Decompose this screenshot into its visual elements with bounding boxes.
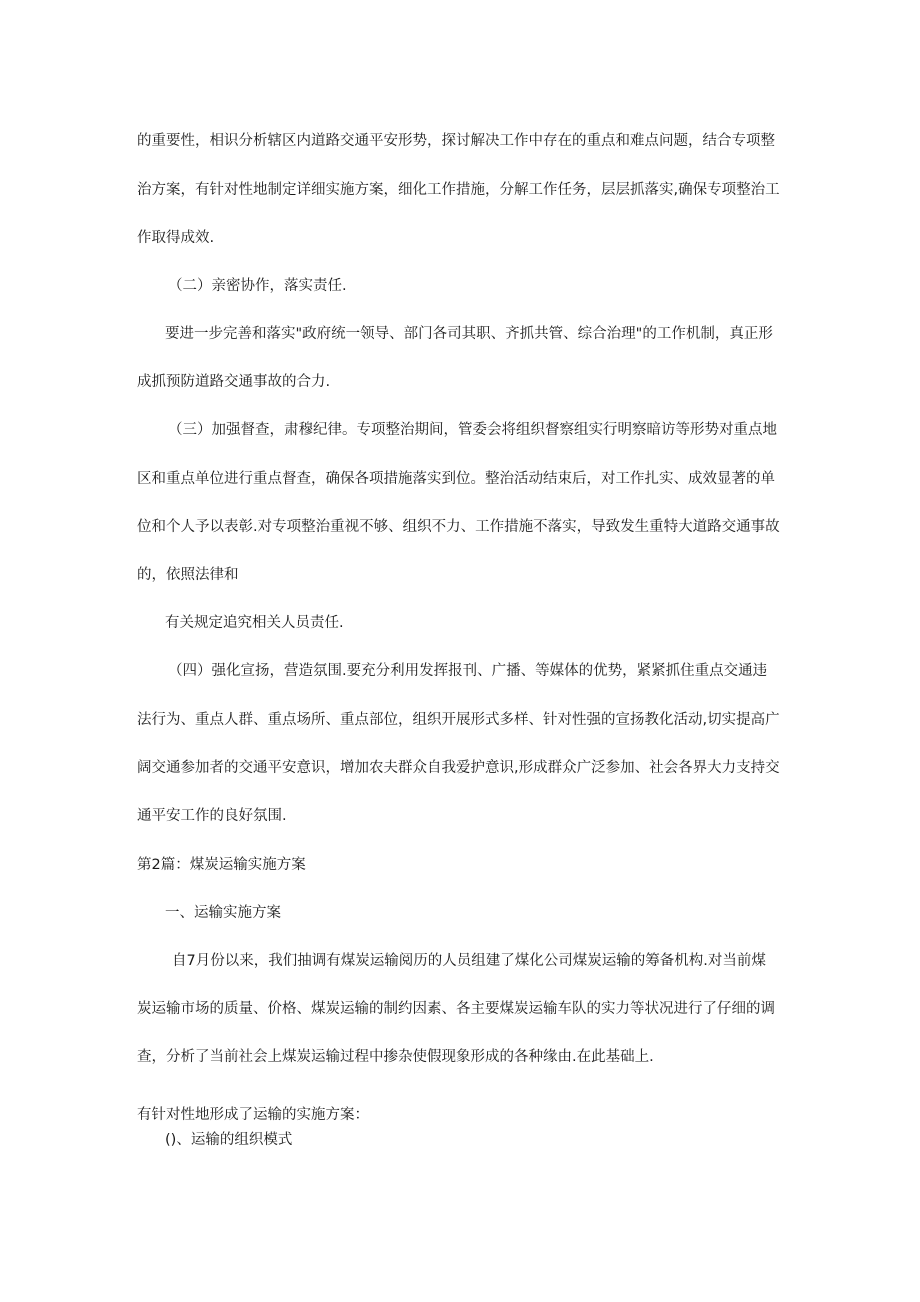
paragraph-line-13: 法行为、重点人群、重点场所、重点部位，组织开展形式多样、针对性强的宣扬教化活动,切实提高广 — [137, 712, 780, 728]
paragraph-line-5: 要进一步完善和落实"政府统一领导、部门各司其职、齐抓共管、综合治理"的工作机制，真正形 — [165, 326, 773, 342]
paragraph-line-19: 炭运输市场的质量、价格、煤炭运输的制约因素、各主要煤炭运输车队的实力等状况进行了仔细的调 — [137, 1001, 775, 1017]
paragraph-line-10: 的，依照法律和 — [137, 567, 239, 583]
paragraph-line-21: 有针对性地形成了运输的实施方案： — [137, 1107, 369, 1123]
subsection-heading: ()、运输的组织模式 — [165, 1132, 293, 1148]
section-heading-1: 一、运输实施方案 — [165, 905, 281, 921]
paragraph-line-7: （三）加强督查，肃穆纪律。专项整治期间，管委会将组织督察组实行明察暗访等形势对重点地 — [168, 422, 777, 438]
paragraph-line-11: 有关规定追究相关人员责任. — [165, 615, 344, 631]
paragraph-line-12: （四）强化宣扬，营造氛围.要充分利用发挥报刊、广播、等媒体的优势，紧紧抓住重点交通违 — [168, 663, 768, 679]
paragraph-line-2: 治方案，有针对性地制定详细实施方案，细化工作措施，分解工作任务，层层抓落实,确保专项整治工 — [137, 182, 780, 198]
section-heading-2: （二）亲密协作，落实责任. — [168, 278, 347, 294]
paragraph-line-1: 的重要性，相识分析辖区内道路交通平安形势，探讨解决工作中存在的重点和难点问题，结合专项整 — [137, 133, 775, 149]
paragraph-line-3: 作取得成效. — [137, 230, 215, 246]
paragraph-line-6: 成抓预防道路交通事故的合力. — [137, 374, 331, 390]
paragraph-line-8: 区和重点单位进行重点督查，确保各项措施落实到位。整治活动结束后，对工作扎实、成效显著的单 — [137, 471, 775, 487]
paragraph-line-9: 位和个人予以表彰.对专项整治重视不够、组织不力、工作措施不落实，导致发生重特大道路交通事故 — [137, 519, 780, 535]
chapter-heading: 第2篇：煤炭运输实施方案 — [137, 857, 306, 873]
paragraph-line-18: 自7月份以来，我们抽调有煤炭运输阅历的人员组建了煤化公司煤炭运输的筹备机构.对当前煤 — [172, 953, 766, 969]
paragraph-line-14: 阔交通参加者的交通平安意识，增加农夫群众自我爱护意识,形成群众广泛参加、社会各界大力支持交 — [137, 760, 780, 776]
paragraph-line-20: 查，分析了当前社会上煤炭运输过程中掺杂使假现象形成的各种缘由.在此基础上. — [137, 1049, 654, 1065]
paragraph-line-15: 通平安工作的良好氛围. — [137, 808, 287, 824]
